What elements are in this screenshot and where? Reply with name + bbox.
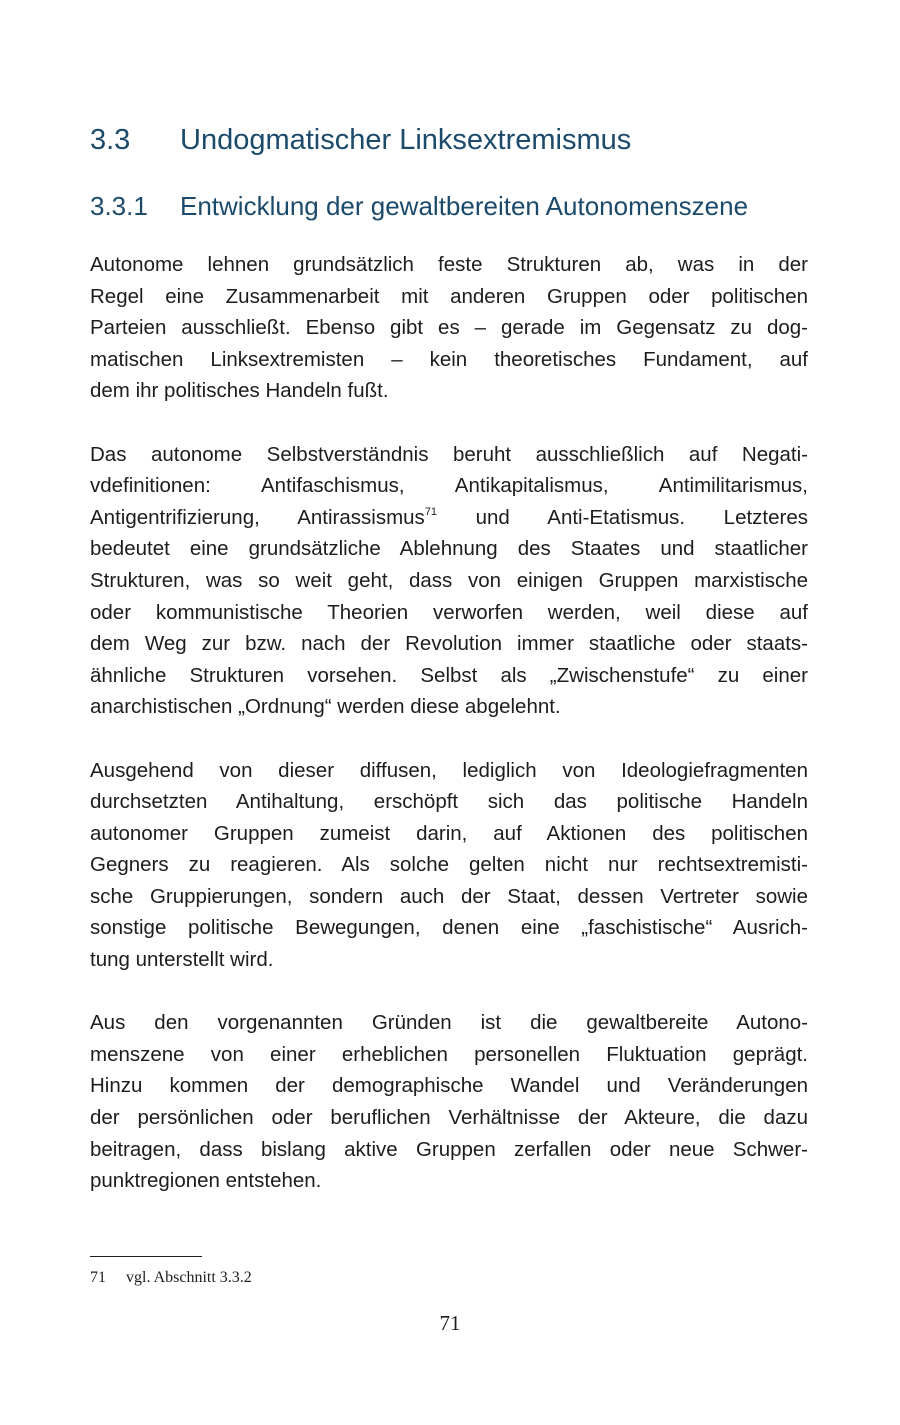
text-line: ähnliche Strukturen vorsehen. Selbst als „Zwischenstufe“ zu einer [90,663,808,687]
text-line: dem ihr politisches Handeln fußt. [90,379,389,403]
text-line: Antigentrifizierung, Antirassismus$^{71}$ und Anti-Etatismus. Letzteres [90,505,809,529]
text-line: Regel eine Zusammenarbeit mit anderen Gruppen oder politischen [90,284,808,308]
footnote-reference[interactable]: 71 [424,505,438,518]
footnote-text: vgl. Abschnitt 3.3.2 [126,1269,252,1286]
paragraph [90,1007,808,1197]
text-line: der persönlichen oder beruflichen Verhältnisse der Akteure, die dazu [90,1106,808,1130]
text-line: sonstige politische Bewegungen, denen eine „faschistische“ Ausrich- [90,916,808,940]
section-number: 3.3 [90,124,131,156]
text-line: oder kommunistische Theorien verworfen werden, weil diese auf [90,600,808,624]
text-line: punktregionen entstehen. [90,1169,322,1193]
text-line: Gegners zu reagieren. Als solche gelten nicht nur rechtsextremisti- [90,853,808,877]
body-text [90,249,808,1228]
text-line: Autonome lehnen grundsätzlich feste Strukturen ab, was in der [90,253,808,276]
text-line: Ausgehend von dieser diffusen, lediglich von Ideologiefragmenten [90,758,808,782]
section-title: Undogmatischer Linksextremismus [180,124,632,156]
footnote-divider [90,1256,202,1257]
text-line: durchsetzten Antihaltung, erschöpft sich das politische Handeln [90,790,808,814]
footnote [90,1269,252,1287]
text-line: bedeutet eine grundsätzliche Ablehnung des Staates und staatlicher [90,537,808,561]
subsection-number: 3.3.1 [90,191,148,221]
text-line: Parteien ausschließt. Ebenso gibt es – gerade im Gegensatz zu dog- [90,316,808,340]
subsection-title: Entwicklung der gewaltbereiten Autonomenszene [180,191,749,221]
paragraph [90,439,808,723]
text-line: Hinzu kommen der demographische Wandel und Veränderungen [90,1074,808,1098]
text-line: Strukturen, was so weit geht, dass von einigen Gruppen marxistische [90,568,808,592]
text-line: Das autonome Selbstverständnis beruht ausschließlich auf Negati- [90,442,808,466]
page-number: 71 [439,1311,461,1335]
text-line: anarchistischen „Ordnung“ werden diese abgelehnt. [90,695,561,719]
paragraph [90,249,808,407]
text-line: sche Gruppierungen, sondern auch der Staat, dessen Vertreter sowie [90,884,808,908]
text-line: beitragen, dass bislang aktive Gruppen zerfallen oder neue Schwer- [90,1137,808,1161]
text-line: autonomer Gruppen zumeist darin, auf Aktionen des politischen [90,821,808,845]
footnote-number: 71 [90,1269,106,1286]
text-line: tung unterstellt wird. [90,948,274,972]
text-line: matischen Linksextremisten – kein theoretisches Fundament, auf [90,347,808,371]
text-line: dem Weg zur bzw. nach der Revolution immer staatliche oder staats- [90,632,808,656]
text-line: vdefinitionen: Antifaschismus, Antikapitalismus, Antimilitarismus, [90,474,808,498]
text-line: menszene von einer erheblichen personellen Fluktuation geprägt. [90,1042,808,1066]
paragraph [90,755,808,976]
text-line: Aus den vorgenannten Gründen ist die gewaltbereite Autono- [90,1011,808,1035]
